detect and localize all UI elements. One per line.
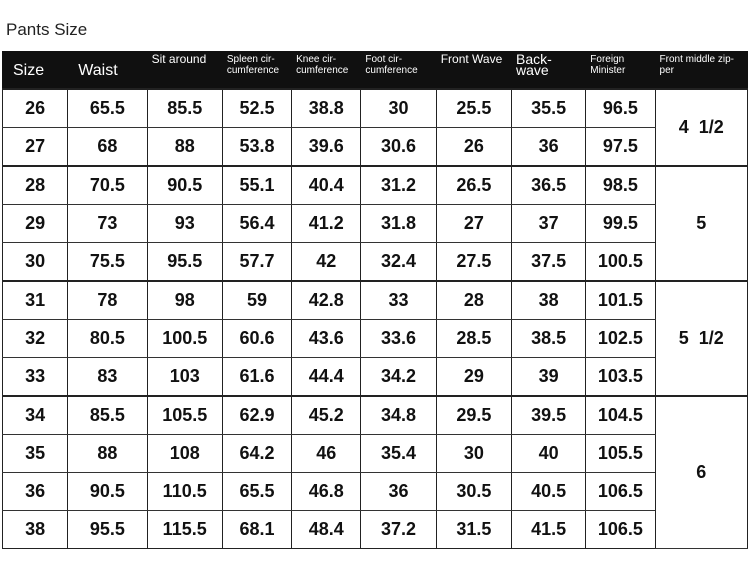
table-row xyxy=(3,320,748,358)
table-cell: 30.5 xyxy=(436,473,511,511)
header-row xyxy=(3,52,748,90)
table-cell: 34.8 xyxy=(361,396,436,435)
table-cell: 65.5 xyxy=(222,473,291,511)
table-cell: 28 xyxy=(3,166,68,205)
table-cell: 68 xyxy=(68,128,147,167)
table-cell: 48.4 xyxy=(292,511,361,549)
table-cell: 41.5 xyxy=(511,511,585,549)
table-row xyxy=(3,473,748,511)
table-cell: 43.6 xyxy=(292,320,361,358)
header-back-wave: Back-wave xyxy=(511,52,585,90)
table-cell: 30 xyxy=(436,435,511,473)
table-cell: 28.5 xyxy=(436,320,511,358)
header-foreign-minister: Foreign Minister xyxy=(586,52,655,90)
header-foot: Foot cir-cumference xyxy=(361,52,436,90)
table-cell: 85.5 xyxy=(147,89,222,128)
table-cell: 31.8 xyxy=(361,205,436,243)
table-cell: 108 xyxy=(147,435,222,473)
table-cell: 102.5 xyxy=(586,320,655,358)
table-cell: 33 xyxy=(3,358,68,397)
table-row xyxy=(3,128,748,167)
zipper-cell: 5 xyxy=(655,166,747,281)
table-cell: 75.5 xyxy=(68,243,147,282)
table-cell: 32 xyxy=(3,320,68,358)
table-cell: 36 xyxy=(361,473,436,511)
table-cell: 105.5 xyxy=(147,396,222,435)
table-cell: 105.5 xyxy=(586,435,655,473)
table-cell: 31.2 xyxy=(361,166,436,205)
table-cell: 38 xyxy=(3,511,68,549)
table-cell: 100.5 xyxy=(147,320,222,358)
table-cell: 28 xyxy=(436,281,511,320)
table-cell: 25.5 xyxy=(436,89,511,128)
table-cell: 60.6 xyxy=(222,320,291,358)
table-cell: 99.5 xyxy=(586,205,655,243)
header-spleen: Spleen cir-cumference xyxy=(222,52,291,90)
table-cell: 39.5 xyxy=(511,396,585,435)
table-cell: 95.5 xyxy=(68,511,147,549)
zipper-cell: 4 1/2 xyxy=(655,89,747,166)
table-cell: 39.6 xyxy=(292,128,361,167)
header-knee: Knee cir-cumference xyxy=(292,52,361,90)
table-cell: 80.5 xyxy=(68,320,147,358)
header-waist: Waist xyxy=(68,52,147,90)
table-cell: 35.4 xyxy=(361,435,436,473)
table-cell: 39 xyxy=(511,358,585,397)
table-cell: 41.2 xyxy=(292,205,361,243)
table-cell: 38 xyxy=(511,281,585,320)
table-cell: 53.8 xyxy=(222,128,291,167)
table-cell: 78 xyxy=(68,281,147,320)
table-cell: 59 xyxy=(222,281,291,320)
table-cell: 31.5 xyxy=(436,511,511,549)
table-cell: 36.5 xyxy=(511,166,585,205)
table-cell: 56.4 xyxy=(222,205,291,243)
header-sit-around: Sit around xyxy=(147,52,222,90)
table-cell: 34 xyxy=(3,396,68,435)
table-cell: 45.2 xyxy=(292,396,361,435)
table-cell: 70.5 xyxy=(68,166,147,205)
table-cell: 52.5 xyxy=(222,89,291,128)
table-cell: 26 xyxy=(436,128,511,167)
table-cell: 57.7 xyxy=(222,243,291,282)
table-cell: 115.5 xyxy=(147,511,222,549)
table-cell: 62.9 xyxy=(222,396,291,435)
table-cell: 33 xyxy=(361,281,436,320)
table-row xyxy=(3,511,748,549)
table-cell: 38.8 xyxy=(292,89,361,128)
table-cell: 32.4 xyxy=(361,243,436,282)
table-cell: 26.5 xyxy=(436,166,511,205)
table-row xyxy=(3,358,748,397)
table-cell: 88 xyxy=(147,128,222,167)
zipper-cell: 6 xyxy=(655,396,747,549)
table-cell: 30 xyxy=(361,89,436,128)
table-cell: 98 xyxy=(147,281,222,320)
table-cell: 110.5 xyxy=(147,473,222,511)
table-cell: 40.5 xyxy=(511,473,585,511)
table-row xyxy=(3,396,748,435)
table-cell: 26 xyxy=(3,89,68,128)
table-cell: 88 xyxy=(68,435,147,473)
table-cell: 30 xyxy=(3,243,68,282)
table-cell: 106.5 xyxy=(586,473,655,511)
table-row xyxy=(3,435,748,473)
table-cell: 40.4 xyxy=(292,166,361,205)
table-cell: 101.5 xyxy=(586,281,655,320)
table-cell: 42 xyxy=(292,243,361,282)
table-cell: 73 xyxy=(68,205,147,243)
table-row xyxy=(3,243,748,282)
table-cell: 31 xyxy=(3,281,68,320)
table-cell: 90.5 xyxy=(147,166,222,205)
table-row xyxy=(3,205,748,243)
table-cell: 36 xyxy=(3,473,68,511)
table-cell: 34.2 xyxy=(361,358,436,397)
table-cell: 65.5 xyxy=(68,89,147,128)
table-cell: 97.5 xyxy=(586,128,655,167)
table-cell: 37.5 xyxy=(511,243,585,282)
size-table xyxy=(2,51,748,549)
table-row xyxy=(3,166,748,205)
table-cell: 55.1 xyxy=(222,166,291,205)
table-cell: 103 xyxy=(147,358,222,397)
header-front-zipper: Front middle zip-per xyxy=(655,52,747,90)
table-cell: 40 xyxy=(511,435,585,473)
table-cell: 95.5 xyxy=(147,243,222,282)
table-cell: 35.5 xyxy=(511,89,585,128)
table-cell: 29 xyxy=(436,358,511,397)
table-cell: 64.2 xyxy=(222,435,291,473)
table-cell: 30.6 xyxy=(361,128,436,167)
header-size: Size xyxy=(3,52,68,90)
table-cell: 42.8 xyxy=(292,281,361,320)
table-cell: 90.5 xyxy=(68,473,147,511)
table-cell: 38.5 xyxy=(511,320,585,358)
table-cell: 35 xyxy=(3,435,68,473)
table-cell: 106.5 xyxy=(586,511,655,549)
table-cell: 83 xyxy=(68,358,147,397)
table-cell: 103.5 xyxy=(586,358,655,397)
table-cell: 27 xyxy=(3,128,68,167)
table-cell: 100.5 xyxy=(586,243,655,282)
table-cell: 46.8 xyxy=(292,473,361,511)
table-cell: 37 xyxy=(511,205,585,243)
table-cell: 29.5 xyxy=(436,396,511,435)
table-cell: 27.5 xyxy=(436,243,511,282)
table-cell: 98.5 xyxy=(586,166,655,205)
table-cell: 44.4 xyxy=(292,358,361,397)
table-cell: 68.1 xyxy=(222,511,291,549)
table-row xyxy=(3,281,748,320)
table-cell: 85.5 xyxy=(68,396,147,435)
header-front-wave: Front Wave xyxy=(436,52,511,90)
table-cell: 37.2 xyxy=(361,511,436,549)
table-cell: 46 xyxy=(292,435,361,473)
table-cell: 93 xyxy=(147,205,222,243)
table-cell: 104.5 xyxy=(586,396,655,435)
table-cell: 96.5 xyxy=(586,89,655,128)
table-cell: 61.6 xyxy=(222,358,291,397)
table-cell: 36 xyxy=(511,128,585,167)
table-row xyxy=(3,89,748,128)
table-cell: 33.6 xyxy=(361,320,436,358)
zipper-cell: 5 1/2 xyxy=(655,281,747,396)
table-cell: 27 xyxy=(436,205,511,243)
table-cell: 29 xyxy=(3,205,68,243)
page-title: Pants Size xyxy=(6,20,88,39)
